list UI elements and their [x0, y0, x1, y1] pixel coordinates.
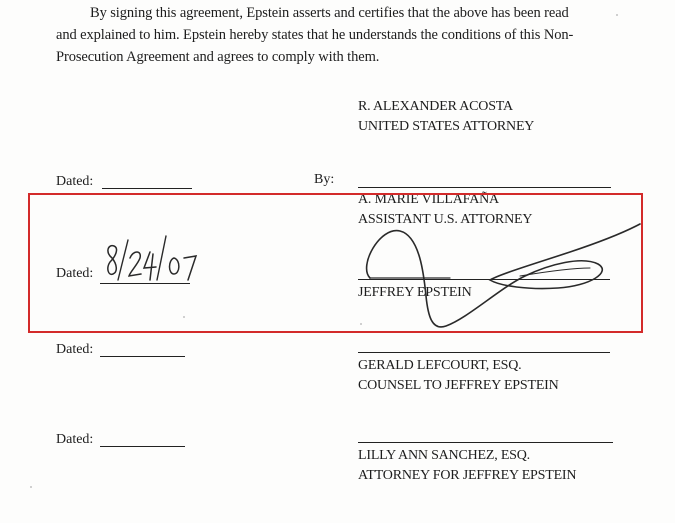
- handwritten-date: [100, 222, 210, 292]
- scan-speck: [30, 486, 32, 488]
- dated-line-4: [100, 446, 185, 447]
- scan-speck: [616, 14, 618, 16]
- asst-attorney-title: ASSISTANT U.S. ATTORNEY: [358, 212, 533, 227]
- signer-name-epstein: JEFFREY EPSTEIN: [358, 285, 472, 300]
- attorney-title: ATTORNEY FOR JEFFREY EPSTEIN: [358, 468, 577, 483]
- attorney-name: LILLY ANN SANCHEZ, ESQ.: [358, 448, 530, 463]
- counsel-block: [358, 356, 559, 396]
- dated-label-2: Dated:: [56, 266, 94, 281]
- dated-label-4: Dated:: [56, 432, 94, 447]
- signature-line-3: [358, 352, 610, 353]
- dated-line-3: [100, 356, 185, 357]
- signature-line-1: [358, 187, 611, 188]
- counsel-name: GERALD LEFCOURT, ESQ.: [358, 358, 522, 373]
- paragraph-line: Prosecution Agreement and agrees to comply with them.: [56, 49, 380, 65]
- handwritten-signature: [350, 196, 650, 341]
- us-attorney-name: R. ALEXANDER ACOSTA: [358, 99, 513, 114]
- dated-label-1: Dated:: [56, 174, 94, 189]
- us-attorney-title: UNITED STATES ATTORNEY: [358, 119, 535, 134]
- attorney-block: [358, 446, 576, 486]
- paragraph-line: By signing this agreement, Epstein asserts and certifies that the above has been read: [90, 5, 569, 21]
- signature-line-4: [358, 442, 613, 443]
- counsel-title: COUNSEL TO JEFFREY EPSTEIN: [358, 378, 559, 393]
- paragraph-line: and explained to him. Epstein hereby states that he understands the conditions of this Non-: [56, 27, 574, 43]
- dated-line-1: [102, 188, 192, 189]
- scan-speck: [360, 323, 362, 325]
- dated-label-3: Dated:: [56, 342, 94, 357]
- us-attorney-block: [358, 97, 534, 137]
- by-label: By:: [314, 172, 335, 187]
- asst-attorney-name: A. MARIE VILLAFAÑA: [358, 192, 499, 207]
- scan-speck: [183, 316, 185, 318]
